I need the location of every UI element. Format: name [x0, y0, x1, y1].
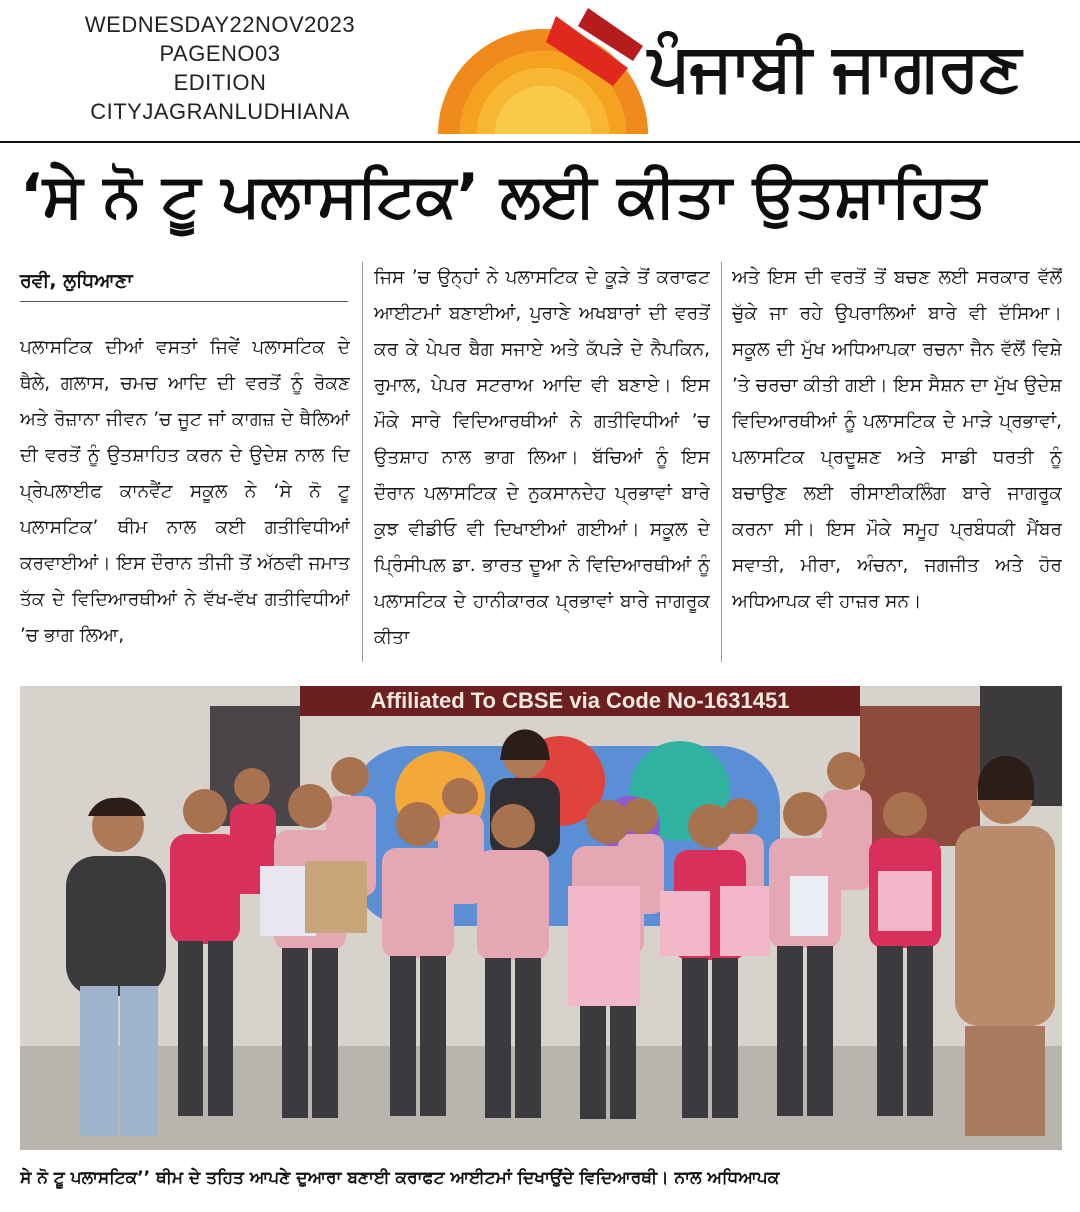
header-divider	[0, 141, 1080, 143]
edition-date: WEDNESDAY22NOV2023	[84, 12, 356, 37]
article-headline: ‘ਸੇ ਨੋ ਟੂ ਪਲਾਸਟਿਕ’ ਲਈ ਕੀਤਾ ਉਤਸ਼ਾਹਿਤ	[20, 161, 987, 231]
group-photo-illustration	[20, 686, 1062, 1150]
edition-city: CITYJAGRANLUDHIANA	[90, 99, 350, 124]
sun-logo-icon	[438, 6, 648, 134]
group-photo	[20, 686, 1062, 1150]
column-divider	[721, 262, 722, 662]
edition-label: EDITION	[173, 70, 267, 95]
edition-info	[40, 10, 400, 126]
edition-page: PAGENO03	[159, 41, 281, 66]
masthead-title: ਪੰਜਾਬੀ ਜਾਗਰਣ	[648, 29, 1021, 106]
column-divider	[362, 262, 363, 662]
school-banner-text: Affiliated To CBSE via Code No-1631451	[370, 688, 790, 713]
byline-divider	[20, 301, 348, 302]
article-column-2: ਜਿਸ ’ਚ ਉਨ੍ਹਾਂ ਨੇ ਪਲਾਸਟਿਕ ਦੇ ਕੂੜੇ ਤੋਂ ਕਰਾਫਟ ਆਈਟਮਾਂ ਬਣਾਈਆਂ, ਪੁਰਾਣੇ ਅਖਬਾਰਾਂ ਦੀ ਵਰਤੋਂ ਕਰ ਕੇ ਪੇਪਰ ਬੈਗ ਸਜਾਏ ਅਤੇ ਕੱਪੜੇ ਦੇ ਨੈਪਕਿਨ, ਰੁਮਾਲ, ਪੇਪਰ ਸਟਰਾਅ ਆਦਿ ਵੀ ਬਣਾਏ। ਇਸ ਮੌਕੇ ਸਾਰੇ ਵਿਦਿਆਰਥੀਆਂ ਨੇ ਗਤੀਵਿਧੀਆਂ ’ਚ ਉਤਸ਼ਾਹ ਨਾਲ ਭਾਗ ਲਿਆ। ਬੱਚਿਆਂ ਨੂੰ ਇਸ ਦੌਰਾਨ ਪਲਾਸਟਿਕ ਦੇ ਨੁਕਸਾਨਦੇਹ ਪ੍ਰਭਾਵਾਂ ਬਾਰੇ ਕੁਝ ਵੀਡੀਓ ਵੀ ਦਿਖਾਈਆਂ ਗਈਆਂ। ਸਕੂਲ ਦੇ ਪ੍ਰਿੰਸੀਪਲ ਡਾ. ਭਾਰਤ ਦੂਆ ਨੇ ਵਿਦਿਆਰਥੀਆਂ ਨੂੰ ਪਲਾਸਟਿਕ ਦੇ ਹਾਨੀਕਾਰਕ ਪ੍ਰਭਾਵਾਂ ਬਾਰੇ ਜਾਗਰੂਕ ਕੀਤਾ	[374, 267, 710, 648]
photo-caption: ਸੇ ਨੋ ਟੂ ਪਲਾਸਟਿਕ’’ ਥੀਮ ਦੇ ਤਹਿਤ ਆਪਣੇ ਦੁਆਰਾ ਬਣਾਈ ਕਰਾਫਟ ਆਈਟਮਾਂ ਦਿਖਾਉਂਦੇ ਵਿਦਿਆਰਥੀ। ਨਾਲ ਅਧਿਆਪਕ	[20, 1168, 780, 1188]
article-byline: ਰਵੀ, ਲੁਧਿਆਣਾ	[20, 270, 133, 292]
article-column-1: ਪਲਾਸਟਿਕ ਦੀਆਂ ਵਸਤਾਂ ਜਿਵੇਂ ਪਲਾਸਟਿਕ ਦੇ ਥੈਲੇ, ਗਲਾਸ, ਚਮਚ ਆਦਿ ਦੀ ਵਰਤੋਂ ਨੂੰ ਰੋਕਣ ਅਤੇ ਰੋਜ਼ਾਨਾ ਜੀਵਨ ’ਚ ਜੂਟ ਜਾਂ ਕਾਗਜ਼ ਦੇ ਥੈਲਿਆਂ ਦੀ ਵਰਤੋਂ ਨੂੰ ਉਤਸ਼ਾਹਿਤ ਕਰਨ ਦੇ ਉਦੇਸ਼ ਨਾਲ ਦਿ ਪ੍ਰੇਪਲਾਈਫ ਕਾਨਵੈਂਟ ਸਕੂਲ ਨੇ ‘ਸੇ ਨੋ ਟੂ ਪਲਾਸਟਿਕ’ ਥੀਮ ਨਾਲ ਕਈ ਗਤੀਵਿਧੀਆਂ ਕਰਵਾਈਆਂ। ਇਸ ਦੌਰਾਨ ਤੀਜੀ ਤੋਂ ਅੱਠਵੀ ਜਮਾਤ ਤੱਕ ਦੇ ਵਿਦਿਆਰਥੀਆਂ ਨੇ ਵੱਖ-ਵੱਖ ਗਤੀਵਿਧੀਆਂ ’ਚ ਭਾਗ ਲਿਆ,	[20, 337, 350, 646]
article-column-3: ਅਤੇ ਇਸ ਦੀ ਵਰਤੋਂ ਤੋਂ ਬਚਣ ਲਈ ਸਰਕਾਰ ਵੱਲੋਂ ਚੁੱਕੇ ਜਾ ਰਹੇ ਉਪਰਾਲਿਆਂ ਬਾਰੇ ਵੀ ਦੱਸਿਆ। ਸਕੂਲ ਦੀ ਮੁੱਖ ਅਧਿਆਪਕਾ ਰਚਨਾ ਜੈਨ ਵੱਲੋਂ ਵਿਸ਼ੇ ’ਤੇ ਚਰਚਾ ਕੀਤੀ ਗਈ। ਇਸ ਸੈਸ਼ਨ ਦਾ ਮੁੱਖ ਉਦੇਸ਼ ਵਿਦਿਆਰਥੀਆਂ ਨੂੰ ਪਲਾਸਟਿਕ ਦੇ ਮਾੜੇ ਪ੍ਰਭਾਵਾਂ, ਪਲਾਸਟਿਕ ਪ੍ਰਦੂਸ਼ਣ ਅਤੇ ਸਾਡੀ ਧਰਤੀ ਨੂੰ ਬਚਾਉਣ ਲਈ ਰੀਸਾਈਕਲਿੰਗ ਬਾਰੇ ਜਾਗਰੂਕ ਕਰਨਾ ਸੀ। ਇਸ ਮੌਕੇ ਸਮੂਹ ਪ੍ਰਬੰਧਕੀ ਮੈਂਬਰ ਸਵਾਤੀ, ਮੀਰਾ, ਅੰਚਨਾ, ਜਗਜੀਤ ਅਤੇ ਹੋਰ ਅਧਿਆਪਕ ਵੀ ਹਾਜ਼ਰ ਸਨ।	[732, 267, 1062, 612]
